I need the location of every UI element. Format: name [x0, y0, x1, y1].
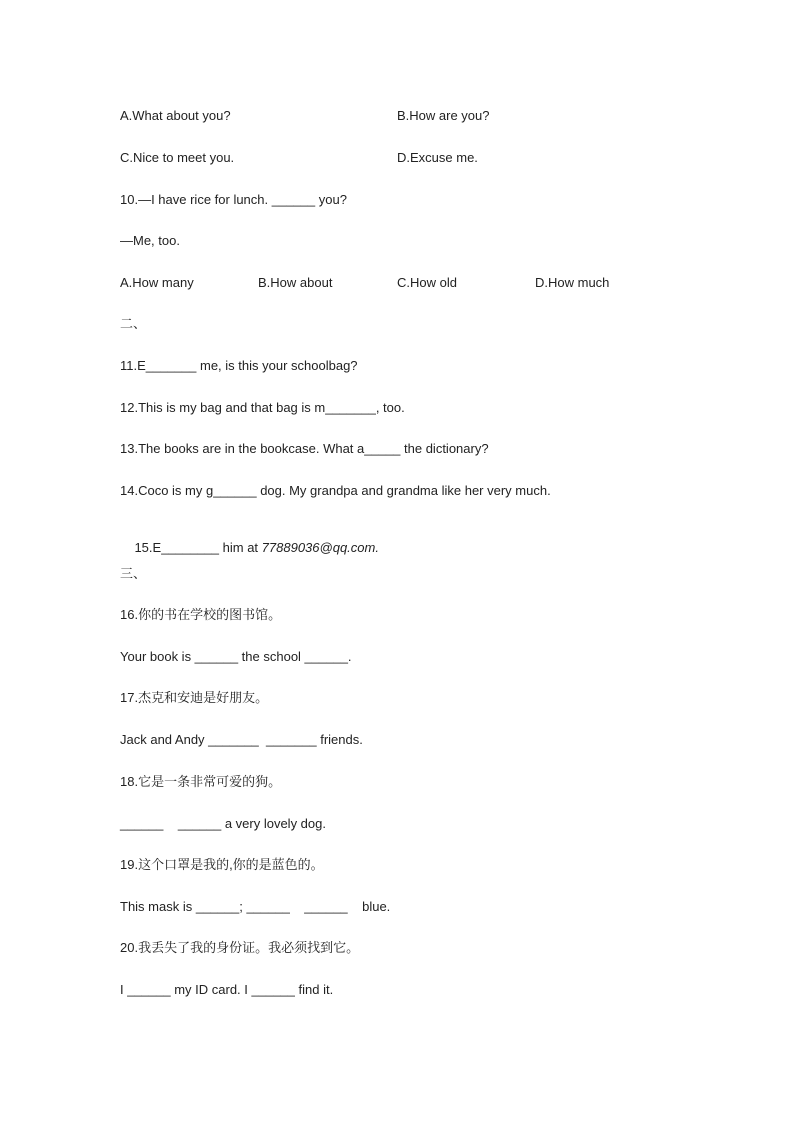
q10-option-d: D.How much: [535, 275, 610, 290]
question-15-text: 15.E________ him at: [134, 540, 262, 555]
question-19-english: This mask is ______; ______ ______ blue.: [120, 899, 391, 914]
question-16-english: Your book is ______ the school ______.: [120, 649, 352, 664]
q9-option-b: B.How are you?: [397, 108, 490, 123]
question-17-chinese: 17.杰克和安迪是好朋友。: [120, 690, 269, 705]
question-11: 11.E_______ me, is this your schoolbag?: [120, 358, 358, 373]
question-20-english: I ______ my ID card. I ______ find it.: [120, 982, 334, 997]
question-20-chinese: 20.我丢失了我的身份证。我必须找到它。: [120, 940, 360, 955]
q10-option-c: C.How old: [397, 275, 457, 290]
q10-answer-line: —Me, too.: [120, 233, 180, 248]
q10-option-a: A.How many: [120, 275, 194, 290]
question-13: 13.The books are in the bookcase. What a_____ the dictionary?: [120, 441, 489, 456]
q10-option-b: B.How about: [258, 275, 333, 290]
question-18-english: ______ ______ a very lovely dog.: [120, 816, 326, 831]
q10-question: 10.—I have rice for lunch. ______ you?: [120, 192, 347, 207]
question-17-english: Jack and Andy _______ _______ friends.: [120, 732, 363, 747]
q9-option-a: A.What about you?: [120, 108, 231, 123]
question-15: [120, 524, 379, 572]
question-16-chinese: 16.你的书在学校的图书馆。: [120, 607, 282, 622]
question-18-chinese: 18.它是一条非常可爱的狗。: [120, 774, 282, 789]
question-14: 14.Coco is my g______ dog. My grandpa and grandma like her very much.: [120, 483, 551, 498]
q9-option-c: C.Nice to meet you.: [120, 150, 235, 165]
section-3-heading: 三、: [120, 566, 147, 581]
question-12: 12.This is my bag and that bag is m_______, too.: [120, 400, 405, 415]
section-2-heading: 二、: [120, 316, 147, 331]
email-address: 77889036@qq.com.: [261, 540, 379, 555]
question-19-chinese: 19.这个口罩是我的,你的是蓝色的。: [120, 857, 324, 872]
q9-option-d: D.Excuse me.: [397, 150, 478, 165]
